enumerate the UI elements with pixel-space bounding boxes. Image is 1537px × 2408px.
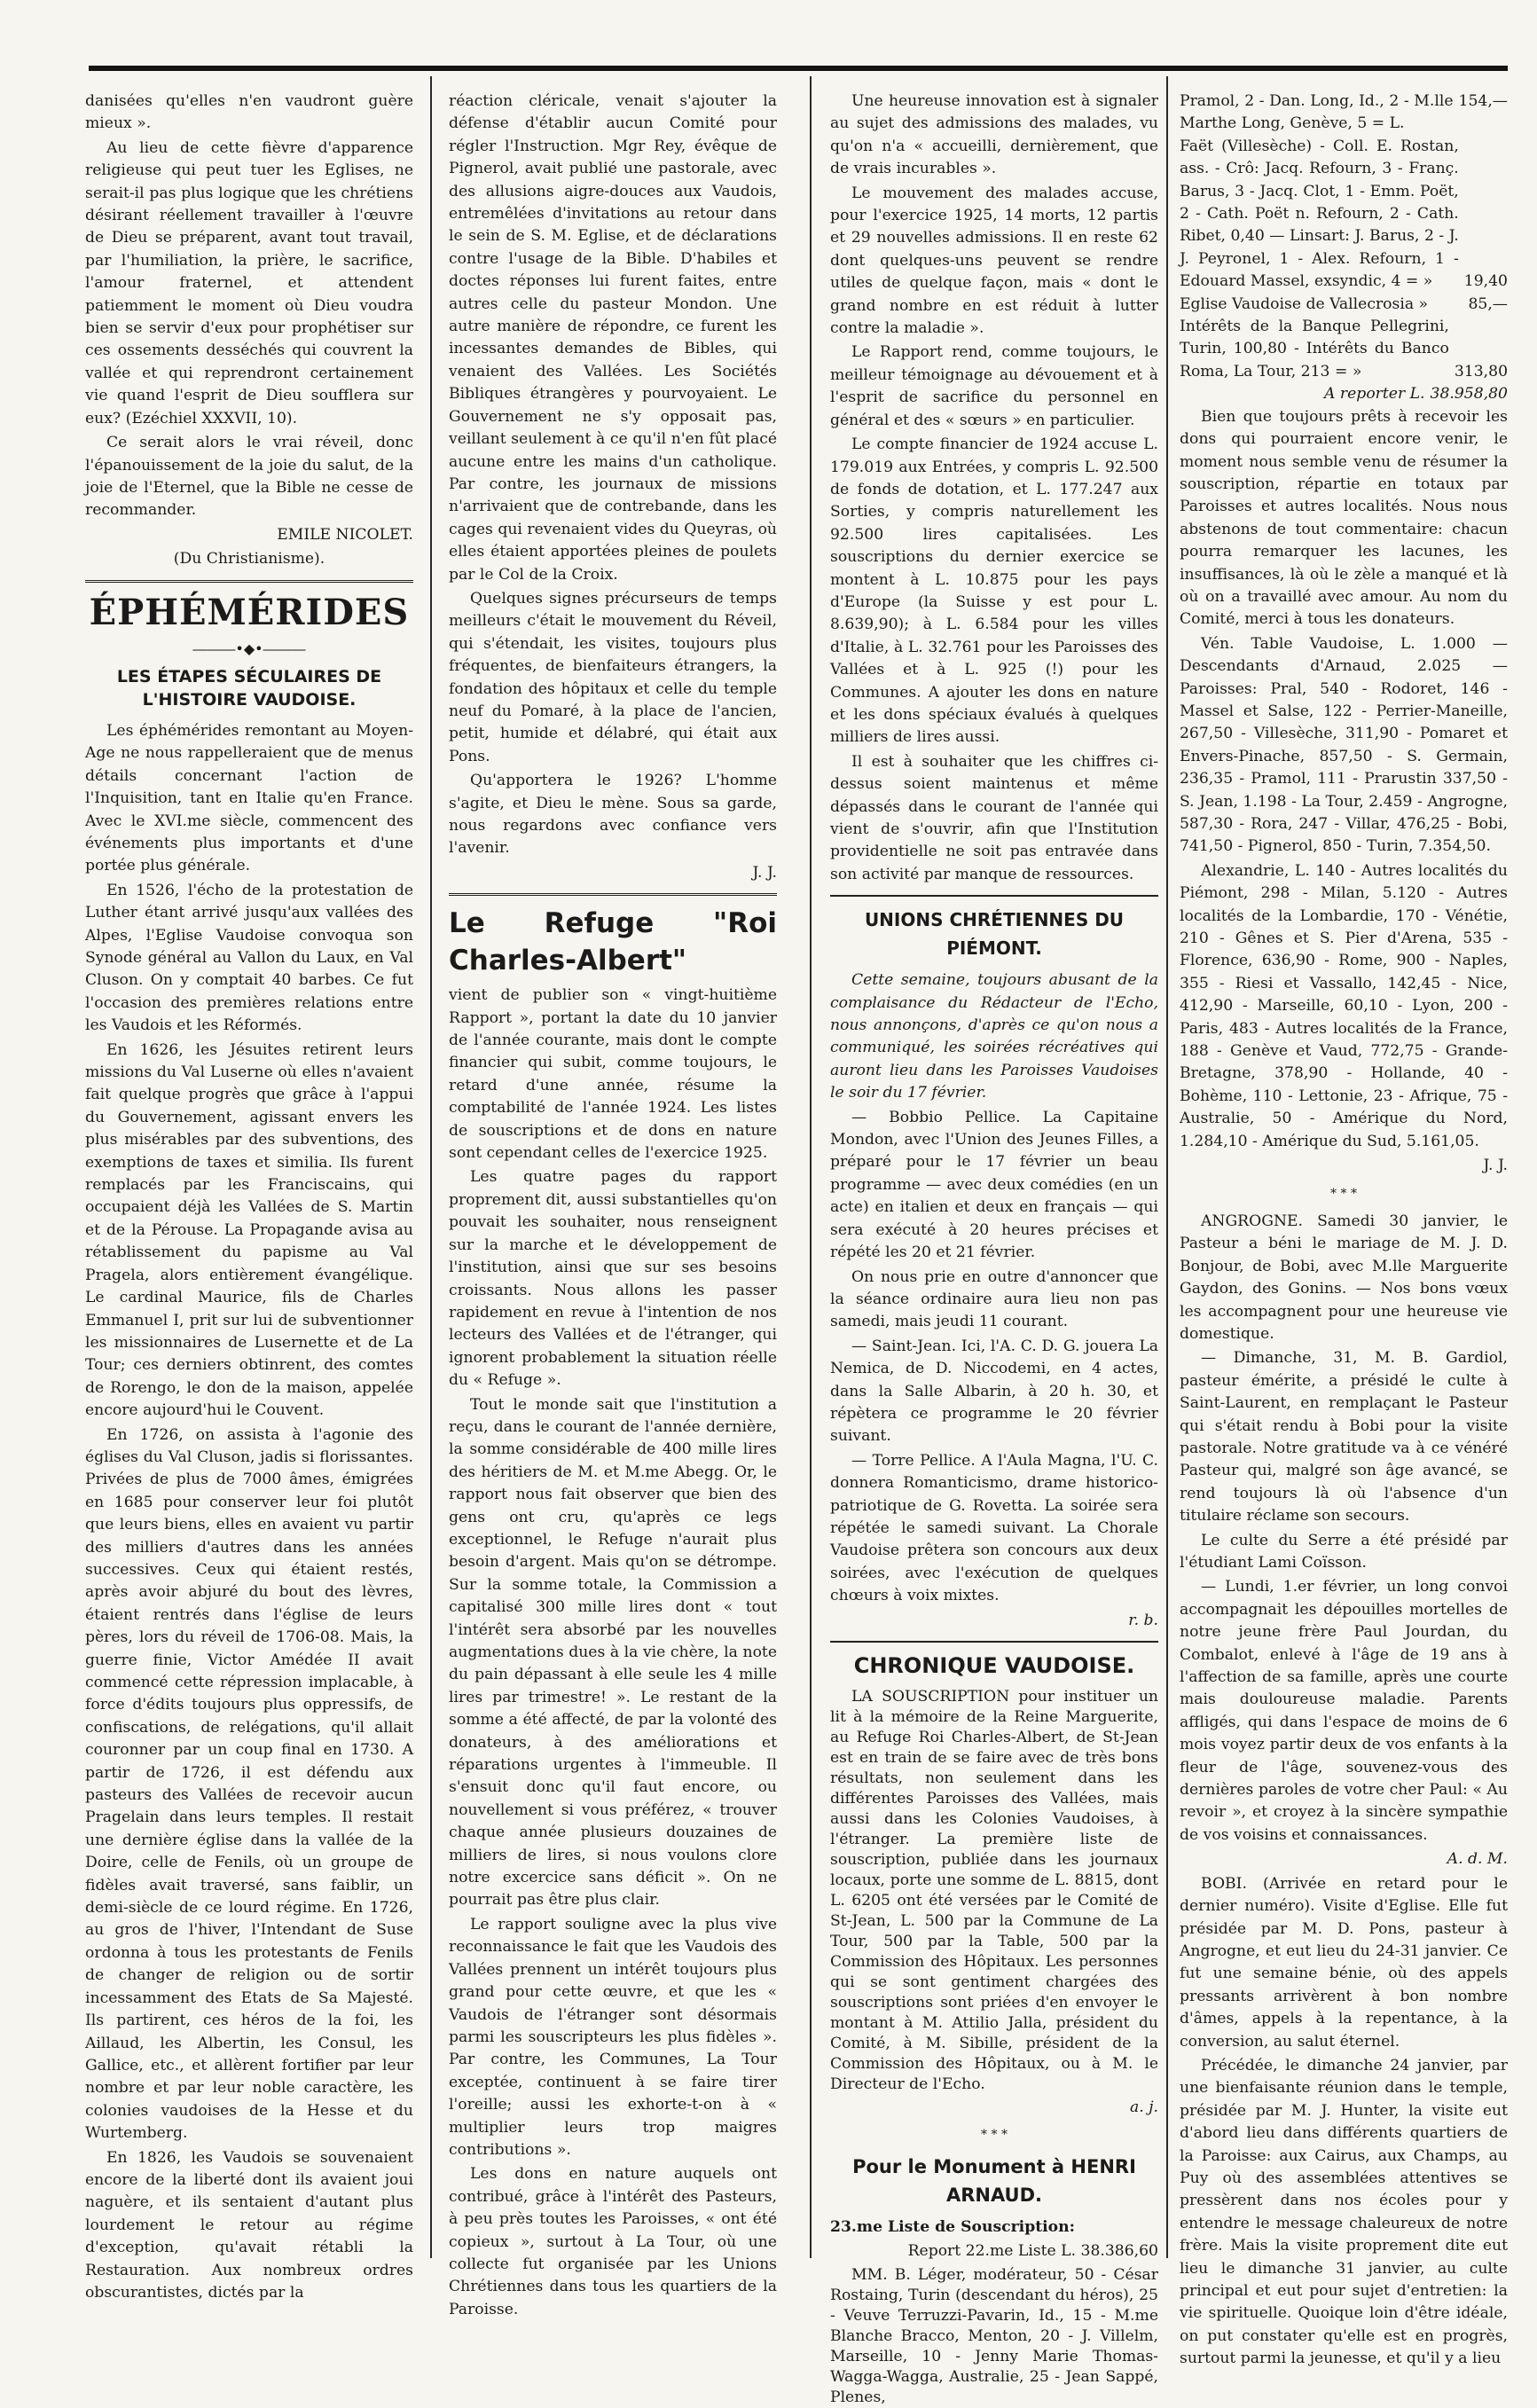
section-title-chronique: CHRONIQUE VAUDOISE. xyxy=(853,1653,1135,1678)
paragraph: On nous prie en outre d'annoncer que la séance ordinaire aura lieu non pas samedi, mais jeudi 11 courant. xyxy=(830,1267,1158,1331)
column-3 xyxy=(830,90,1158,2406)
paragraph: vient de publier son « vingt-huitième Rapport », portant la date du 10 janvier de l'année courante, mais dont le compte financier qui subit, comme toujours, le retard d'une année, résume la comptabilité de l'année 1924. Les listes de souscriptions et de dons en nature sont cependant celles de l'exercice 1925. xyxy=(449,986,777,1163)
paragraph: Alexandrie, L. 140 - Autres localités du Piémont, 298 - Milan, 5.120 - Autres localités de la Lombardie, 170 - Vénétie, 210 - Gênes et S. Pier d'Arena, 535 - Florence, 636,90 - Rome, 900 - Naples, 355 - Riesi et Vassallo, 142,45 - Nice, 412,90 - Marseille, 60,10 - Lyon, 200 - Paris, 483 - Autres localités de la France, 188 - Genève et Vaud, 772,75 - Grande-Bretagne, 378,90 - Hollande, 40 - Bohème, 110 - Lettonie, 23 - Afrique, 75 - Australie, 50 - Amérique du Nord, 1.284,10 - Amérique du Sud, 5.161,05. xyxy=(1180,861,1508,1150)
signature: A. d. M. xyxy=(1447,1850,1508,1869)
paragraph: Le Rapport rend, comme toujours, le meilleur témoignage au dévouement et à l'esprit de sacrifice du personnel en général et des « sœurs » en particulier. xyxy=(830,343,1158,429)
list-item: Pramol, 2 - Dan. Long, Id., 2 - M.lle Marthe Long, Genève, 5 = L. 154,— xyxy=(1180,92,1508,133)
paragraph: Il est à souhaiter que les chiffres ci-dessus soient maintenus et même dépassés dans le courant de l'année qui vient de s'ouvrir, afin que l'Institution providentielle ne soit pas entravée dans son activité par manque de ressources. xyxy=(830,752,1158,883)
paragraph: ANGROGNE. Samedi 30 janvier, le Pasteur a béni le mariage de M. J. D. Bonjour, de Bobi, avec M.lle Marguerite Gaydon, des Gonins. — Nos bons vœux les accompagnent pour une heureuse vie domestique. xyxy=(1180,1212,1508,1343)
section-title-ephemerides: ÉPHÉMÉRIDES xyxy=(89,591,410,633)
paragraph: Une heureuse innovation est à signaler au sujet des admissions des malades, vu qu'on n'a « accueilli, dernièrement, que de vrais incurables ». xyxy=(830,92,1158,178)
paragraph: danisées qu'elles n'en vaudront guère mieux ». xyxy=(85,92,413,133)
separator-stars: * * * xyxy=(981,2128,1008,2143)
paragraph: Qu'apportera le 1926? L'homme s'agite, et Dieu le mène. Sous sa garde, nous regardons avec confiance vers l'avenir. xyxy=(449,772,777,858)
list-item: Eglise Vaudoise de Vallecrosia » 85,— xyxy=(1180,294,1508,313)
paragraph: — Dimanche, 31, M. B. Gardiol, pasteur émérite, a présidé le culte à Saint-Laurent, en remplaçant le Pasteur qui s'était rendu à Bobi pour la visite pastorale. Notre gratitude va à ce vénéré Pasteur qui, malgré son âge avancé, se rend toujours là où l'absence d'un titulaire réclame son secours. xyxy=(1180,1349,1508,1526)
paragraph: — Saint-Jean. Ici, l'A. C. D. G. jouera La Nemica, de D. Niccodemi, en 4 actes, dans la Salle Albarin, à 20 h. 30, et répètera ce programme le 20 février suivant. xyxy=(830,1337,1158,1446)
signature: EMILE NICOLET. xyxy=(277,525,413,544)
top-rule xyxy=(89,66,1508,71)
signature: J. J. xyxy=(1483,1157,1508,1175)
paragraph: BOBI. (Arrivée en retard pour le dernier numéro). Visite d'Eglise. Elle fut présidée par M. D. Pons, pasteur à Angrogne, et eut lieu du 24-31 janvier. Ce fut une semaine bénie, où des appels pressants arrivèrent à bon nombre d'âmes, appels à la repentance, à la conversion, au salut éternel. xyxy=(1180,1874,1508,2051)
paragraph: En 1626, les Jésuites retirent leurs missions du Val Luserne où elles n'avaient fait quelque progrès que grâce à l'appui du Gouvernement, agissant envers les plus misérables par des subventions, des exemptions de taxes et similia. Ils furent remplacés par les Franciscains, qui occupaient déjà les Vallées de S. Martin et de la Pérouse. La Propagande avisa au rétablissement du papisme au Val Pragela, alors entièrement évangélique. Le cardinal Maurice, fils de Charles Emmanuel I, prit sur lui de subventionner les missionnaires de Lusernette et de La Tour; ces derniers obtinrent, des comtes de Rorengo, le don de la maison, appelée encore aujourd'hui le Couvent. xyxy=(85,1040,413,1420)
section-title-unions: UNIONS CHRÉTIENNES DU PIÉMONT. xyxy=(864,909,1125,960)
paragraph: Cette semaine, toujours abusant de la complaisance du Rédacteur de l'Echo, nous annonçons, d'après ce qu'on nous a communiqué, les soirées récréatives qui auront lieu dans les Paroisses Vaudoises le soir du 17 février. xyxy=(830,971,1158,1102)
signature: J. J. xyxy=(752,863,777,882)
column-rule xyxy=(810,76,812,2258)
paragraph: Précédée, le dimanche 24 janvier, par une bienfaisante réunion dans le temple, présidée par M. J. Hunter, la visite eut d'abord lieu dans différents quartiers de la Paroisse: aux Cairus, aux Champs, au Puy où des assemblées attentives se pressèrent dans nos écoles pour y entendre le message chaleureux de notre frère. Mais la visite proprement dite eut lieu le dimanche 31 janvier, au culte principal et eut pour sujet d'entretien: la vie spirituelle. Quoique loin d'être idéale, on put constater qu'elle est en progrès, surtout parmi la jeunesse, et qu'il y a lieu xyxy=(1180,2056,1508,2368)
section-subtitle: LES ÉTAPES SÉCULAIRES DE L'HISTOIRE VAUDOISE. xyxy=(116,666,382,710)
paragraph: Vén. Table Vaudoise, L. 1.000 — Descendants d'Arnaud, 2.025 — Paroisses: Pral, 540 - Rodoret, 146 - Massel et Salse, 122 - Perrier-Maneille, 267,50 - Villesèche, 311,90 - Pomaret et Envers-Pinache, 857,50 - S. Germain, 236,35 - Pramol, 111 - Prarustin 337,50 - S. Jean, 1.198 - La Tour, 2.459 - Angrogne, 587,30 - Rora, 247 - Villar, 476,25 - Bobi, 741,50 - Pignerol, 850 - Turin, 7.354,50. xyxy=(1180,634,1508,856)
paragraph: Ce serait alors le vrai réveil, donc l'épanouissement de la joie du salut, de la joie de l'Eternel, que la Bible ne cesse de recommander. xyxy=(85,434,413,520)
paragraph: — Lundi, 1.er février, un long convoi accompagnait les dépouilles mortelles de notre jeune frère Paul Jourdan, du Combalot, enlevé à l'âge de 19 ans à l'affection de sa famille, après une courte mais douloureuse maladie. Parents affligés, qui dans l'espace de moins de 6 mois voyez partir deux de vos enfants à la fleur de l'âge, souvenez-vous des dernières paroles de votre cher Paul: « Au revoir », et croyez à la sincère sympathie de vos voisins et connaissances. xyxy=(1180,1578,1508,1844)
paragraph: MM. B. Léger, modérateur, 50 - César Rostaing, Turin (descendant du héros), 25 - Veuve Terruzzi-Pavarin, Id., 15 - M.me Blanche Bracco, Menton, 20 - J. Villelm, Marseille, 10 - Jenny Marie Thomas-Wagga-Wagga, Australie, 25 - Jean Sappé, Plenes, xyxy=(830,2265,1158,2406)
list-title: 23.me Liste de Souscription: xyxy=(830,2217,1075,2236)
paragraph: Au lieu de cette fièvre d'apparence religieuse qui peut tuer les Eglises, ne serait-il pas plus logique que les chrétiens désirant réellement travailler à l'œuvre de Dieu se préparent, avant tout travail, par l'humiliation, la prière, le sacrifice, l'amour fraternel, et attendent patiemment le moment où Dieu voudra bien se servir d'eux pour prophétiser sur ces ossements desséchés qui couvrent la vallée et qui reprendront certainement vie quand l'esprit de Dieu soufflera sur eux? (Ezéchiel XXXVII, 10). xyxy=(85,138,413,427)
source-line: (Du Christianisme). xyxy=(173,550,325,569)
signature: r. b. xyxy=(1128,1611,1158,1629)
paragraph: En 1526, l'écho de la protestation de Luther étant arrivé jusqu'aux vallées des Alpes, l'Eglise Vaudoise convoqua son Synode général au Vallon du Laux, en Val Cluson. On y comptait 40 barbes. Ce fut l'occasion des premières relations entre les Vaudois et les Réformés. xyxy=(85,881,413,1035)
paragraph: — Torre Pellice. A l'Aula Magna, l'U. C. donnera Romanticismo, drame historico-patriotique de G. Rovetta. La soirée sera répétée le samedi suivant. La Chorale Vaudoise prêtera son concours aux deux soirées, avec l'exécution de quelques chœurs à voix mixtes. xyxy=(830,1451,1158,1605)
paragraph: LA SOUSCRIPTION pour instituer un lit à la mémoire de la Reine Marguerite, au Refuge Roi Charles-Albert, de St-Jean est en train de se faire avec de très bons résultats, non seulement dans les différentes Paroisses des Vallées, mais aussi dans les Colonies Vaudoises, à l'étranger. La première liste de souscription, publiée dans les journaux locaux, porte une somme de L. 8815, dont L. 6205 ont été versées par le Comité de St-Jean, L. 500 par la Commune de La Tour, 500 par la Table, 500 par la Commission des Hôpitaux. Les personnes qui se sont gentiment chargées des souscriptions sont priées d'en envoyer le montant à M. Attilio Jalla, président du Comité, à M. Sibille, président de la Commission des Hôpitaux, ou à M. le Directeur de l'Echo. xyxy=(830,1688,1158,2093)
paragraph: Le mouvement des malades accuse, pour l'exercice 1925, 14 morts, 12 partis et 29 nouvelles admissions. Il en reste 62 dont quelques-uns peuvent se rendre utiles de quelque façon, mais « dont le grand nombre en est réduit à lutter contre la maladie ». xyxy=(830,184,1158,338)
paragraph: Le compte financier de 1924 accuse L. 179.019 aux Entrées, y compris L. 92.500 de fonds de dotation, et L. 177.247 aux Sorties, y compris naturellement les 92.500 lires capitalisées. Les souscriptions du dernier exercice se montent à L. 10.875 pour les pays d'Europe (la Suisse y est pour L. 8.639,90); à L. 6.584 pour les villes d'Italie, à L. 32.761 pour les Paroisses des Vallées et à L. 925 (!) pour les Communes. A ajouter les dons en nature et les dons spéciaux évalués à quelques milliers de lires aussi. xyxy=(830,435,1158,747)
paragraph: Bien que toujours prêts à recevoir les dons qui pourraient encore venir, le moment nous semble venu de résumer la souscription, répartie en totaux par Paroisses et autres localités. Nous nous abstenons de tout commentaire: chacun pourra remarquer les lacunes, les insuffisances, là où le zèle a manqué et là où on a travaillé avec amour. Au nom du Comité, merci à tous les donateurs. xyxy=(1180,407,1508,629)
paragraph: Les quatre pages du rapport proprement dit, aussi substantielles qu'on pouvait les souhaiter, nous renseignent sur la marche et le développement de l'institution, ainsi que sur ses besoins croissants. Nous allons les passer rapidement en revue à l'intention de nos lecteurs des Vallées et de l'étranger, qui ignorent probablement la situation réelle du « Refuge ». xyxy=(449,1168,777,1390)
column-2 xyxy=(449,90,777,2318)
paragraph: réaction cléricale, venait s'ajouter la défense d'établir aucun Comité pour régler l'Instruction. Mgr Rey, évêque de Pignerol, avait publié une pastorale, avec des allusions aigre-douces aux Vaudois, entremêlées d'invitations au retour dans le sein de S. M. Eglise, et de déclarations contre l'usage de la Bible. D'habiles et doctes réponses lui furent faites, entre autres celle du pasteur Mondon. Une autre manière de répondre, ce furent les incessantes demandes de Bibles, qui venaient des Vallées. Les Sociétés Bibliques étrangères y pourvoyaient. Le Gouvernement ne s'y opposait pas, veillant seulement à ce qu'il n'en fût placé aucune entre les mains d'un catholique. Par contre, les journaux de missions n'arrivaient que de contrebande, dans les cages qui revenaient vides du Queyras, où elles étaient apportées pleines de poulets par le Col de la Croix. xyxy=(449,92,777,584)
section-divider xyxy=(830,1641,1158,1643)
separator-stars: * * * xyxy=(1330,1186,1357,1201)
paragraph: En 1726, on assista à l'agonie des églises du Val Cluson, jadis si florissantes. Privées de plus de 7000 âmes, émigrées en 1685 pour conserver leur foi plutôt que leurs biens, elles en avaient vu partir des milliers d'autres dans les années successives. Ceux qui étaient restés, après avoir abjuré du bout des lèvres, étaient rentrés dans l'église de leurs pères, lors du réveil de 1706-08. Mais, la guerre finie, Victor Amédée II avait commencé cette répression implacable, à force d'édits toujours plus oppressifs, de confiscations, de relégations, qu'il allait couronner par un coup final en 1730. A partir de 1726, il est défendu aux pasteurs des Vallées de recevoir aucun Pragelain dans leurs temples. Il restait une dernière église dans la vallée de la Doire, celle de Fenils, où un groupe de fidèles avait traversé, sans faiblir, un demi-siècle de ce lourd régime. En 1726, au gros de l'hiver, l'Intendant de Suse ordonna à tous les protestants de Fenils de changer de religion ou de sortir incessamment des Etats de Sa Majesté. Ils partirent, ces héros de la foi, les Aillaud, les Albertin, les Consul, les Gallice, etc., et allèrent fortifier par leur nombre et par leur noble caractère, les colonies vaudoises de la Hesse et du Wurtemberg. xyxy=(85,1425,413,2143)
section-title-refuge: Le Refuge "Roi Charles-Albert" xyxy=(449,907,777,977)
report-line: Report 22.me Liste L. 38.386,60 xyxy=(907,2242,1158,2261)
column-1 xyxy=(85,90,413,2302)
reporter-line: A reporter L. 38.958,80 xyxy=(1324,385,1508,404)
paragraph: Les dons en nature auquels ont contribué, grâce à l'intérêt des Pasteurs, à peu près toutes les Paroisses, « ont été copieux », surtout à La Tour, où une collecte fut organisée par les Unions Chrétiennes dans tous les quartiers de la Paroisse. xyxy=(449,2165,777,2318)
section-title-monument: Pour le Monument à HENRI ARNAUD. xyxy=(852,2155,1136,2206)
paragraph: — Bobbio Pellice. La Capitaine Mondon, avec l'Union des Jeunes Filles, a préparé pour le 17 février un beau programme — avec deux comédies (en un acte) en italien et deux en français — qui sera exécuté à 20 heures précises et répété les 20 et 21 février. xyxy=(830,1108,1158,1262)
column-rule xyxy=(1166,76,1168,2258)
paragraph: En 1826, les Vaudois se souvenaient encore de la liberté dont ils avaient joui naguère, et ils sentaient d'autant plus lourdement le retour au régime d'exception, qu'avait rétabli la Restauration. Aux nombreux ordres obscurantistes, dictés par la xyxy=(85,2148,413,2302)
section-divider xyxy=(449,893,777,896)
section-divider xyxy=(85,580,413,583)
signature: a. j. xyxy=(1130,2098,1158,2116)
section-divider xyxy=(830,895,1158,897)
paragraph: Tout le monde sait que l'institution a reçu, dans le courant de l'année dernière, la somme considérable de 400 mille lires des héritiers de M. et M.me Abegg. Or, le rapport nous fait observer que bien des gens ont cru, qu'après ce legs exceptionnel, le Refuge n'aurait plus besoin d'argent. Mais qu'on se détrompe. Sur la somme totale, la Commission a capitalisé 300 mille lires dont « tout l'intérêt sera absorbé par les nouvelles augmentations dues à la vie chère, la note du pain dépassant à elle seule les 4 mille lires par trimestre! ». Le restant de la somme a été affecté, de par la volonté des donateurs, à des améliorations et réparations urgentes à l'immeuble. Il s'ensuit donc qu'il faut encore, ou nouvellement si vous préférez, « trouver chaque année plusieurs douzaines de milliers de lires, si nous voulons clore notre excercice sans déficit ». On ne pourrait pas être plus clair. xyxy=(449,1395,777,1910)
paragraph: Les éphémérides remontant au Moyen-Age ne nous rappelleraient que de menus détails concernant l'action de l'Inquisition, tant en Italie qu'en France. Avec le XVI.me siècle, commencent des événements plus importants et d'une portée plus générale. xyxy=(85,721,413,875)
list-item: Faët (Villesèche) - Coll. E. Rostan, ass. - Crô: Jacq. Refourn, 3 - Franç. Barus, 3 - Jacq. Clot, 1 - Emm. Poët, 2 - Cath. Poët n. Refourn, 2 - Cath. Ribet, 0,40 — Linsart: J. Barus, 2 - J. J. Peyronel, 1 - Alex. Refourn, 1 - Edouard Massel, exsyndic, 4 = » 19,40 xyxy=(1180,137,1508,291)
list-item: Intérêts de la Banque Pellegrini, Turin, 100,80 - Intérêts du Banco Roma, La Tour, 213 = » 313,80 xyxy=(1180,318,1508,380)
ornament: ―――•◆•――― xyxy=(192,639,306,657)
column-4 xyxy=(1180,90,1508,2368)
paragraph: Quelques signes précurseurs de temps meilleurs c'était le mouvement du Réveil, qui s'étendait, les visites, toujours plus fréquentes, de bienfaiteurs étrangers, la fondation des hôpitaux et celle du temple neuf du Pomaré, à la place de l'ancien, petit, humide et délabré, qui était aux Pons. xyxy=(449,589,777,765)
paragraph: Le culte du Serre a été présidé par l'étudiant Lami Coïsson. xyxy=(1180,1531,1508,1572)
column-rule xyxy=(430,76,432,2258)
paragraph: Le rapport souligne avec la plus vive reconnaissance le fait que les Vaudois des Vallées prennent un intérêt toujours plus grand pour cette œuvre, et que les « Vaudois de l'étranger sont désormais parmi les souscripteurs les plus fidèles ». Par contre, les Communes, La Tour exceptée, continuent à se faire tirer l'oreille; aussi les exhorte-t-on à « multiplier leurs trop maigres contributions ». xyxy=(449,1915,777,2159)
